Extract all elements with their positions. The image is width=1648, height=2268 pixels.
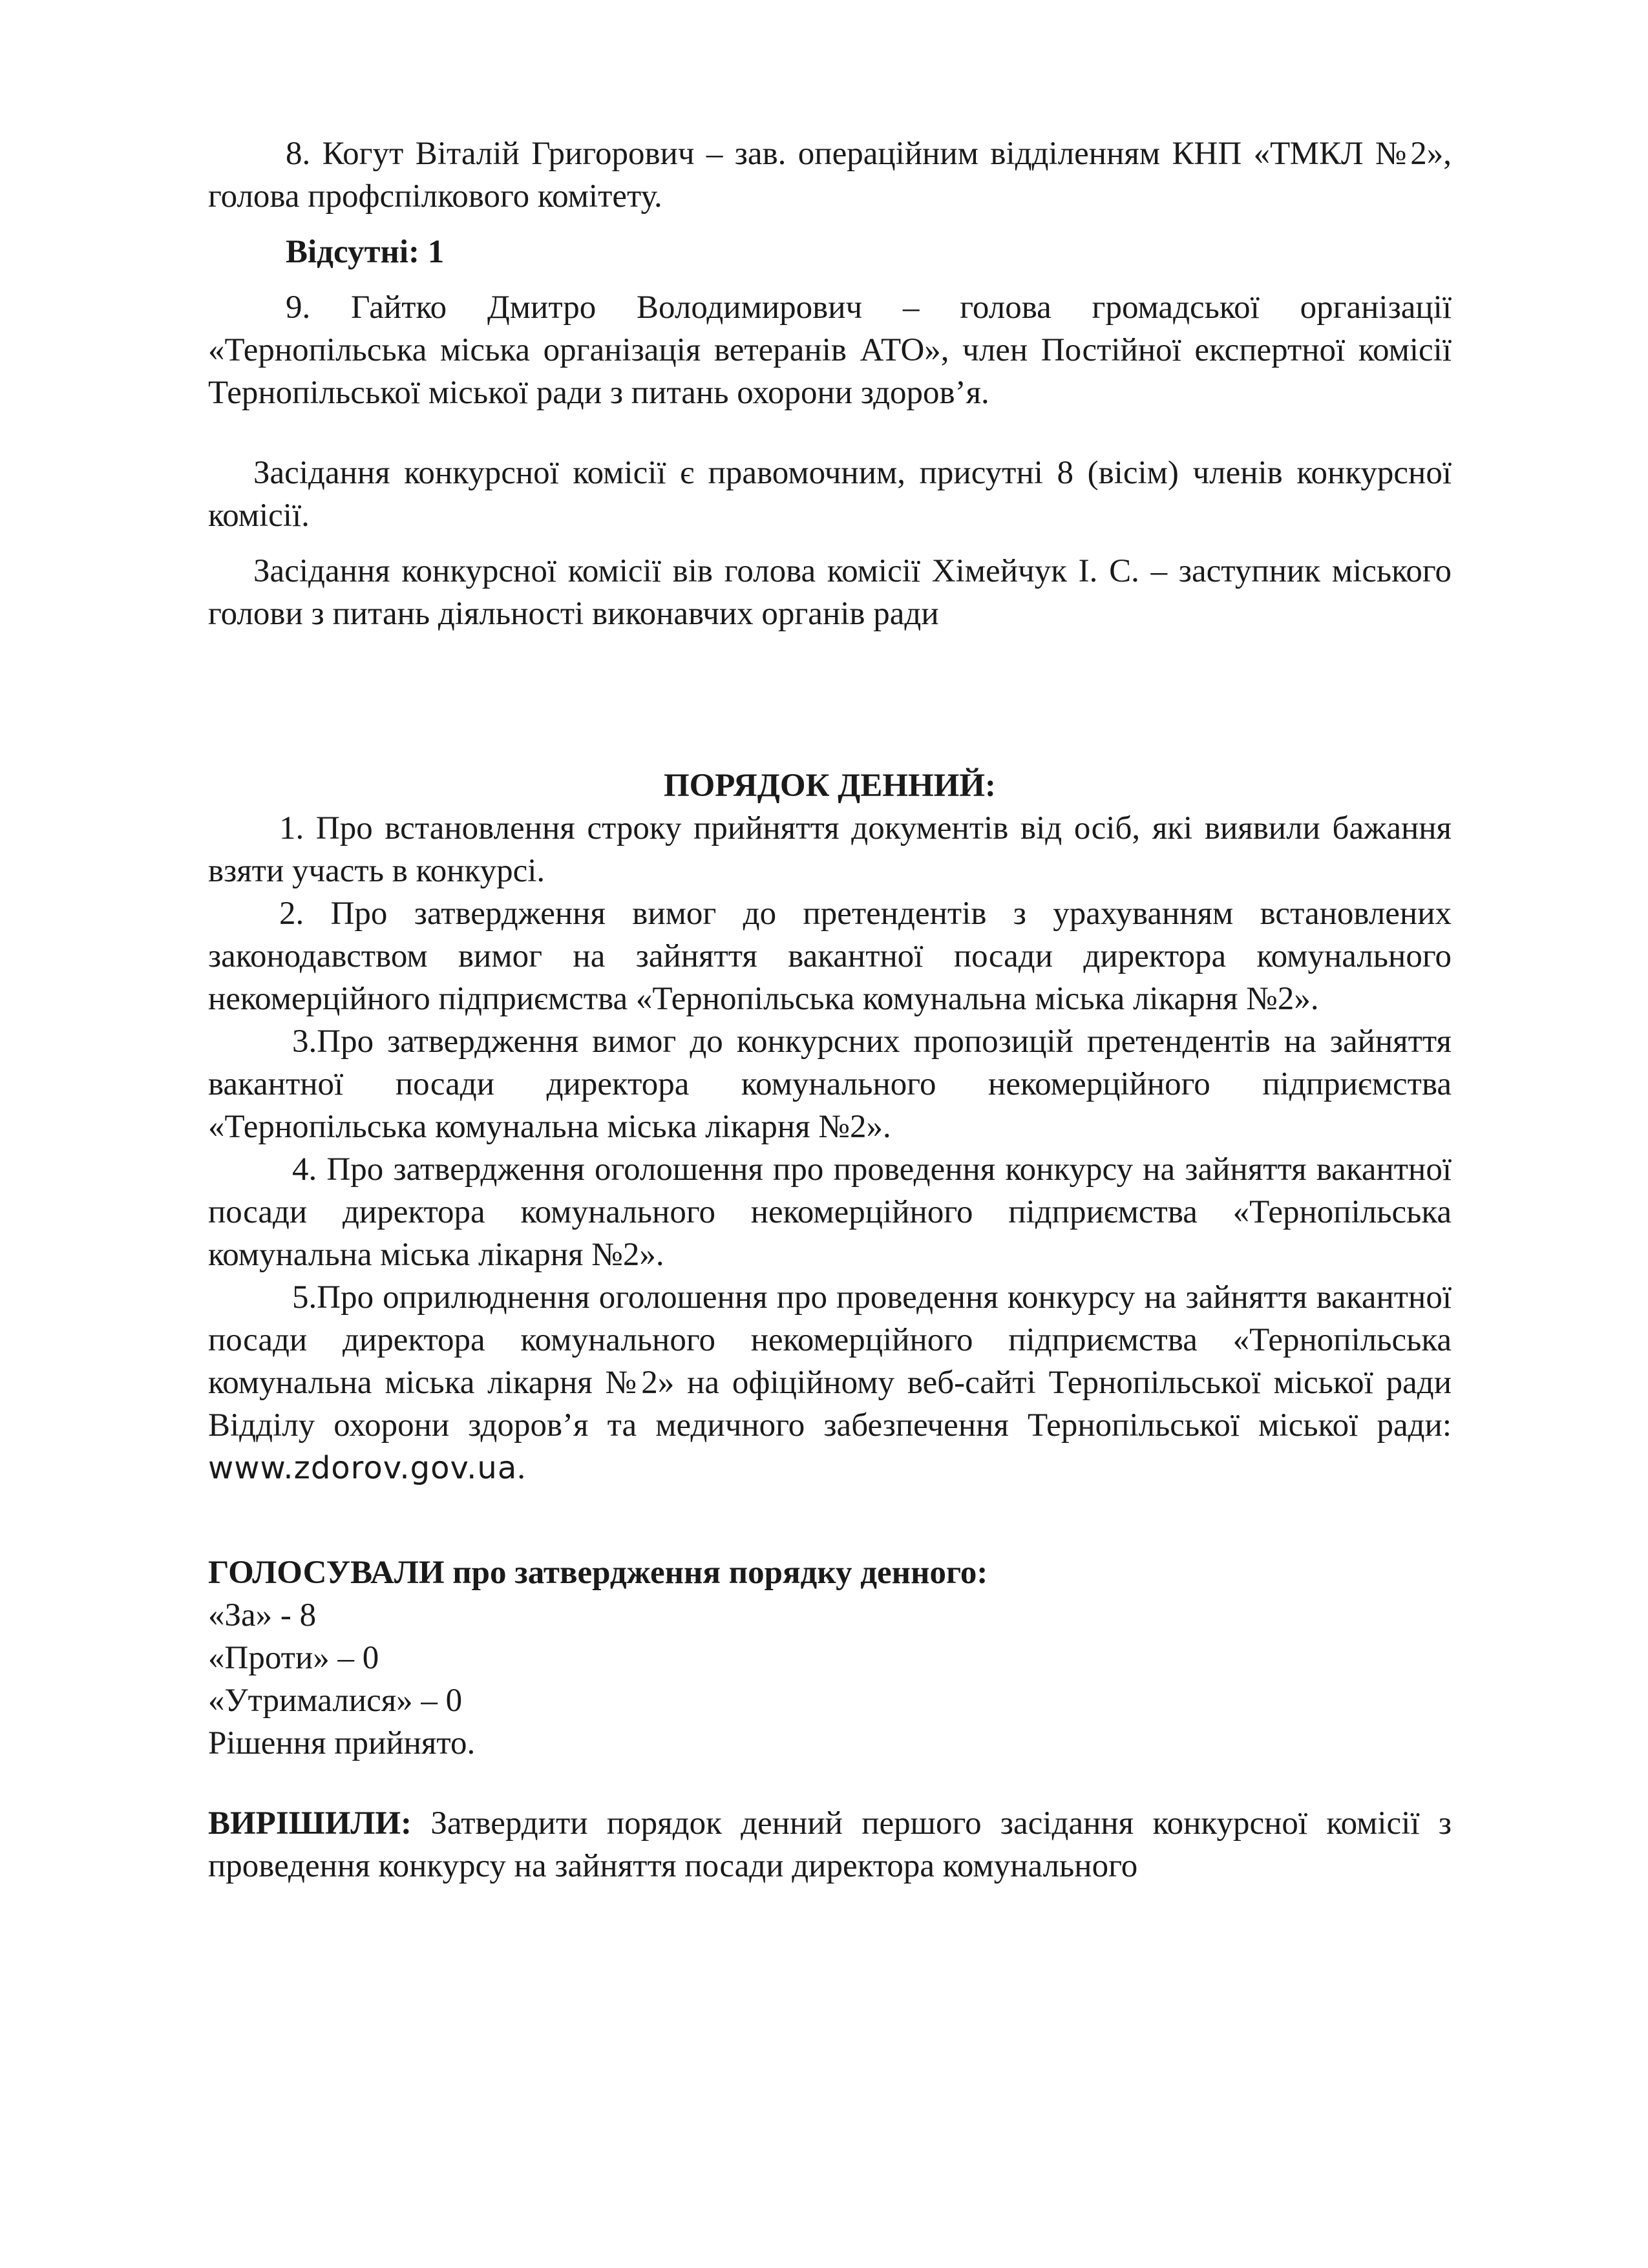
agenda-title: ПОРЯДОК ДЕННИЙ: bbox=[663, 768, 997, 804]
document-page bbox=[208, 132, 1452, 1887]
agenda-item-5 bbox=[208, 1276, 1452, 1489]
absent-heading: Відсутні: 1 bbox=[286, 234, 445, 270]
vote-heading bbox=[208, 1551, 1452, 1594]
decision-label: ВИРІШИЛИ: bbox=[208, 1805, 412, 1842]
agenda-item-4: 4. Про затвердження оголошення про проведення конкурсу на зайняття вакантної посади директора комунального некомерційного підприємства «Тернопільська комунальна міська лікарня №2». bbox=[208, 1151, 1452, 1273]
vote-against: «Проти» – 0 bbox=[208, 1640, 379, 1676]
vote-abstained: «Утрималися» – 0 bbox=[208, 1683, 463, 1719]
vote-for: «За» - 8 bbox=[208, 1597, 317, 1633]
agenda-item-2: 2. Про затвердження вимог до претендентів з урахуванням встановлених законодавством вимог на зайняття вакантної посади директора комунального некомерційного підприємства «Тернопільська комунальна міська лікарня №2». bbox=[208, 896, 1452, 1017]
website-url: www.zdorov.gov.ua bbox=[208, 1450, 518, 1486]
agenda-item-5-tail: . bbox=[517, 1450, 525, 1486]
decision-paragraph bbox=[208, 1802, 1452, 1887]
agenda-item-5-text: 5.Про оприлюднення оголошення про проведення конкурсу на зайняття вакантної посади директора комунального некомерційного підприємства «Тернопільська комунальна міська лікарня №2» на офіційному веб-сайті Тернопільської міської ради Відділу охорони здоров’я та медичного забезпечення Тернопільської міської ради: bbox=[208, 1279, 1452, 1444]
member-item-9: 9. Гайтко Дмитро Володимирович – голова громадської організації «Тернопільська міська організація ветеранів АТО», член Постійної експертної комісії Тернопільської міської ради з питань охорони здоров’я. bbox=[208, 289, 1452, 411]
vote-subject: про затвердження порядку денного: bbox=[444, 1555, 988, 1591]
agenda-item-3: 3.Про затвердження вимог до конкурсних пропозицій претендентів на зайняття вакантної посади директора комунального некомерційного підприємства «Тернопільська комунальна міська лікарня №2». bbox=[208, 1024, 1452, 1145]
member-item-8: 8. Когут Віталій Григорович – зав. операційним відділенням КНП «ТМКЛ №2», голова профспілкового комітету. bbox=[208, 136, 1452, 215]
chair-text: Засідання конкурсної комісії вів голова комісії Хімейчук І. С. – заступник міського голови з питань діяльності виконавчих органів ради bbox=[208, 553, 1452, 632]
agenda-item-1: 1. Про встановлення строку прийняття документів від осіб, які виявили бажання взяти участь в конкурсі. bbox=[208, 810, 1452, 889]
decision-text: Затвердити порядок денний першого засідання конкурсної комісії з проведення конкурсу на зайняття посади директора комунального bbox=[208, 1805, 1452, 1884]
vote-result: Рішення прийнято. bbox=[208, 1725, 476, 1761]
vote-label: ГОЛОСУВАЛИ bbox=[208, 1555, 445, 1591]
quorum-text: Засідання конкурсної комісії є правомочним, присутні 8 (вісім) членів конкурсної комісії. bbox=[208, 455, 1452, 534]
